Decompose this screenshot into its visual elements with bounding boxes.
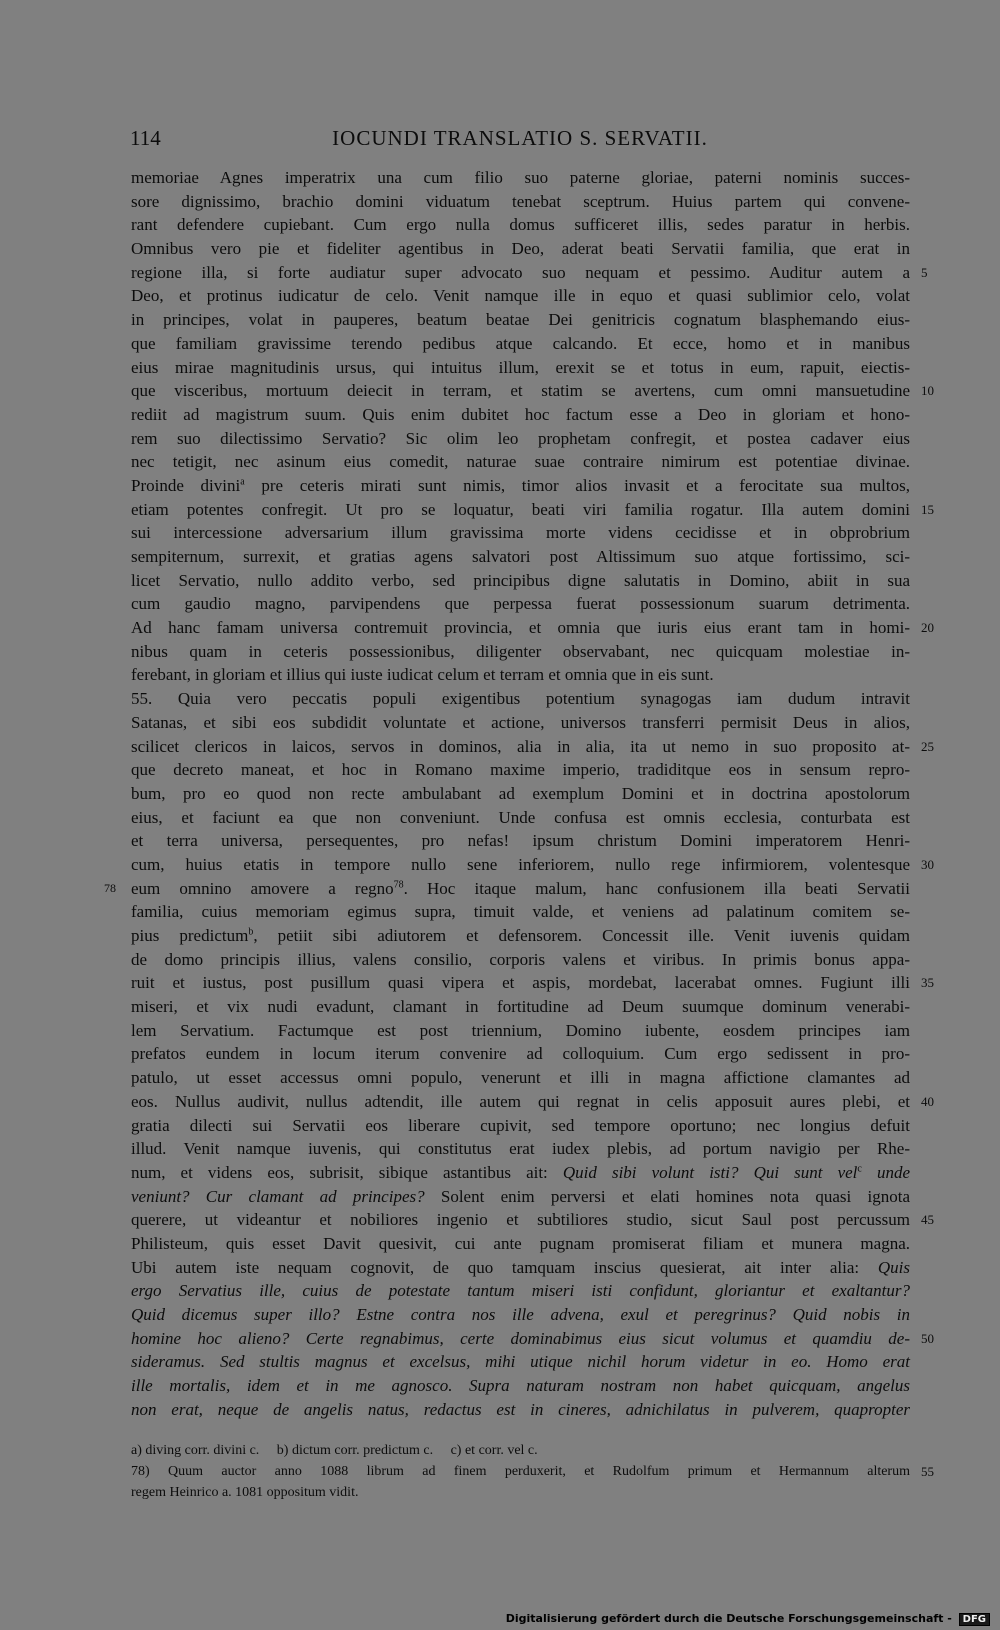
text-segment: 55. Quia vero peccatis populi exigentibus potentium synagogas iam dudum intravit — [131, 689, 910, 709]
text-line — [131, 711, 910, 735]
text-line — [131, 687, 910, 711]
italic-text: ille mortalis, idem et in me agnosco. Supra naturam nostram non habet quicquam, angelus — [131, 1376, 910, 1396]
text-line — [131, 427, 910, 451]
line-number: 30 — [921, 856, 934, 872]
line-number: 35 — [921, 975, 934, 991]
text-segment: gratia dilecti sui Servatii eos liberare cupivit, sed tempore oportuno; nec longius defuit — [131, 1115, 910, 1135]
text-line — [131, 284, 910, 308]
dfg-logo: DFG — [959, 1613, 990, 1626]
text-segment: in principes, volat in pauperes, beatum beatae Dei genitricis cognatum blasphemando eius- — [131, 310, 910, 330]
italic-text: Quis — [877, 1257, 910, 1277]
line-number: 25 — [921, 738, 934, 754]
text-segment: Deo, et protinus iudicatur de celo. Venit namque ille in equo et quasi sublimior celo, volat — [131, 286, 910, 306]
text-segment: que decreto maneat, et hoc in Romano maxime imperio, tradiditque eos in sensum repro- — [131, 760, 910, 780]
text-segment: ruit et iustus, post pusillum quasi vipera et aspis, mordebat, lacerabat omnes. Fugiunt illi — [131, 973, 910, 993]
italic-text: non erat, neque de angelis natus, redactus est in cineres, adnichilatus in pulverem, quapropter — [131, 1399, 910, 1419]
text-segment: . Hoc itaque malum, hanc confusionem illa beati Servatii — [403, 878, 910, 898]
text-segment: num, et videns eos, subrisit, sibique astantibus ait: — [131, 1162, 563, 1182]
text-line — [131, 521, 910, 545]
text-line — [131, 971, 934, 995]
digitization-credit — [506, 1612, 990, 1626]
text-segment: etiam potentes confregit. Ut pro se loquatur, beati viri familia rogatur. Illa autem domini — [131, 499, 910, 519]
text-line — [131, 1279, 910, 1303]
text-line — [131, 806, 910, 830]
text-segment: scilicet clericos in laicos, servos in dominos, alia in alia, ita ut nemo in suo proposito at- — [131, 736, 910, 756]
text-segment: pre ceteris mirati sunt nimis, timor alios invasit et a ferocitate sua multos, — [244, 475, 910, 495]
text-line — [131, 758, 910, 782]
text-segment: ferebant, in gloriam et illius qui iuste iudicat celum et terram et omnia que in eis sunt. — [131, 665, 714, 685]
text-line — [131, 782, 910, 806]
text-segment: sore dignissimo, brachio domini viduatum tenebat sceptrum. Huius partem qui convene- — [131, 191, 910, 211]
text-segment: sui intercessione adversarium illum gravissima morte videns cecidisse et in obprobrium — [131, 523, 910, 543]
margin-note-number: 78 — [104, 880, 116, 895]
text-line — [131, 1350, 910, 1374]
text-line — [131, 1137, 910, 1161]
text-segment: regione illa, si forte audiatur super advocato suo nequam et pessimo. Auditur autem a — [131, 262, 910, 282]
text-line — [131, 1327, 934, 1351]
text-segment: nibus quam in ceteris possessionibus, diligenter observabant, nec quicquam molestiae in- — [131, 641, 910, 661]
running-title: IOCUNDI TRANSLATIO S. SERVATII. — [332, 126, 708, 150]
text-segment: licet Servatio, nullo addito verbo, sed principibus digne salutatis in Domino, abiit in sua — [131, 570, 910, 590]
text-segment: lem Servatium. Factumque est post triennium, Domino iubente, eosdem principes iam — [131, 1020, 910, 1040]
text-line — [104, 877, 910, 901]
footnotes — [131, 1440, 934, 1503]
text-line — [131, 166, 910, 190]
text-line — [131, 450, 910, 474]
text-line — [131, 640, 910, 664]
line-number: 50 — [921, 1330, 934, 1346]
text-line — [131, 592, 910, 616]
text-line — [131, 474, 910, 498]
text-segment: querere, ut videantur et nobiliores ingenio et subtiliores studio, sicut Saul post percussum — [131, 1210, 910, 1230]
text-segment: miseri, et vix nudi evadunt, clamant in fortitudine ad Deum suumque dominum venerabi- — [131, 997, 910, 1017]
text-line — [131, 616, 934, 640]
text-line — [131, 1066, 910, 1090]
text-segment: sempiternum, surrexit, et gratias agens salvatori post Altissimum suo atque fortissimo, sci- — [131, 547, 910, 566]
text-line — [131, 900, 910, 924]
italic-text: Quid dicemus super illo? Estne contra nos ille advena, exul et peregrinus? Quid nobis in — [131, 1305, 910, 1324]
italic-text: unde — [861, 1162, 910, 1182]
italic-text: veniunt? Cur clamant ad principes? — [131, 1186, 425, 1206]
line-number: 20 — [921, 620, 934, 636]
text-line — [131, 403, 910, 427]
text-segment: que familiam gravissime terendo pedibus atque calcando. Et ecce, homo et in manibus — [131, 333, 910, 353]
text-line — [131, 853, 934, 877]
footnote-marker: a — [240, 476, 245, 488]
text-segment: Omnibus vero pie et fideliter agentibus in Deo, aderat beati Servatii familia, que erat in — [131, 239, 910, 259]
text-line — [131, 1185, 910, 1209]
text-segment: cum gaudio magno, parvipendens que perpessa fuerat possessionum suarum detrimenta. — [131, 594, 910, 614]
text-line — [131, 261, 928, 285]
text-segment: et terra universa, persequentes, pro nefas! ipsum christum Domini imperatorem Henri- — [131, 831, 910, 851]
footnote-78-line-1 — [131, 1461, 934, 1482]
text-line — [131, 1161, 910, 1185]
text-segment: memoriae Agnes imperatrix una cum filio suo paterne gloriae, paterni nominis succes- — [131, 168, 910, 187]
text-segment: rediit ad magistrum suum. Quis enim dubitet hoc factum esse a Deo in gloriam et hono- — [131, 404, 910, 424]
text-line — [131, 356, 910, 380]
text-line — [131, 735, 934, 759]
text-line — [131, 1232, 910, 1256]
italic-text: homine hoc alieno? Certe regnabimus, certe dominabimus eius sicut volumus et quamdiu de- — [131, 1328, 910, 1348]
text-segment: illud. Venit namque iuvenis, qui constitutus erat iudex plebis, ad portum navigio per Rhe- — [131, 1139, 910, 1159]
body-text — [104, 166, 934, 1421]
text-segment: Ad hanc famam universa contremuit provincia, et omnia que iuris eius erant tam in homi- — [131, 618, 910, 638]
text-line — [131, 924, 910, 948]
credit-text: Digitalisierung gefördert durch die Deutsche Forschungsgemeinschaft - — [505, 1612, 952, 1625]
text-line — [131, 829, 910, 853]
text-segment: bum, pro eo quod non recte ambulabant ad exemplum Domini et in doctrina apostolorum — [131, 783, 910, 803]
line-number: 45 — [921, 1212, 934, 1228]
text-segment: Philisteum, quis esset Davit quesivit, cui ante pugnam promiserat filiam et munera magna. — [131, 1233, 910, 1253]
text-segment: prefatos eundem in locum iterum convenire ad colloquium. Cum ergo sedissent in pro- — [131, 1044, 910, 1064]
text-line — [131, 190, 910, 214]
variant-notes: a) diving corr. divini c. b) dictum corr. predictum c. c) et corr. vel c. — [131, 1443, 538, 1458]
text-segment: familia, cuius memoriam egimus supra, timuit valde, et veniens ad palatinum comitem se- — [131, 902, 910, 922]
line-number: 40 — [921, 1093, 934, 1109]
text-segment: eius, et faciunt ea que non conveniunt. Unde confusa est omnis ecclesia, conturbata est — [131, 807, 910, 827]
text-segment: , petiit sibi adiutorem et defensorem. Concessit ille. Venit iuvenis quidam — [253, 926, 910, 945]
text-line — [131, 1019, 910, 1043]
text-segment: rant defendere cupiebant. Cum ergo nulla domus sufficeret illis, sedes paratur in herbis. — [131, 215, 910, 235]
text-line — [131, 379, 934, 403]
text-segment: de domo principis illius, valens consilio, corporis valens et viribus. In primis bonus appa- — [131, 949, 910, 969]
text-line — [131, 1114, 910, 1138]
text-line — [131, 1256, 910, 1280]
page-header — [130, 126, 910, 156]
line-number: 55 — [921, 1464, 934, 1479]
footnote-text: 78) Quum auctor anno 1088 librum ad finem perduxerit, et Rudolfum primum et Hermannum alterum — [131, 1464, 910, 1479]
text-line — [131, 663, 910, 687]
line-number: 5 — [921, 264, 928, 280]
footnote-marker: 78 — [393, 878, 404, 890]
text-line — [131, 545, 910, 569]
text-line — [131, 1208, 934, 1232]
text-line — [131, 237, 910, 261]
text-segment: Proinde divini — [131, 475, 241, 495]
text-segment: eum omnino amovere a regno — [131, 878, 394, 898]
italic-text: sideramus. Sed stultis magnus et excelsus, mihi utique nichil horum videtur in eo. Homo erat — [131, 1352, 910, 1372]
text-segment: patulo, ut esset accessus omni populo, venerunt et illi in magna affictione clamantes ad — [131, 1068, 910, 1088]
text-segment: rem suo dilectissimo Servatio? Sic olim leo prophetam confregit, et postea cadaver eius — [131, 428, 910, 448]
text-segment: eos. Nullus audivit, nullus adtendit, ille autem qui regnat in celis apposuit aures plebi, et — [131, 1091, 910, 1111]
italic-text: Quid sibi volunt isti? Qui sunt vel — [562, 1162, 858, 1182]
footnote-78-line-2: regem Heinrico a. 1081 oppositum vidit. — [131, 1485, 359, 1500]
text-line — [131, 1303, 910, 1327]
text-segment: que visceribus, mortuum deiecit in terram, et statim se avertens, cum omni mansuetudine — [131, 381, 910, 401]
text-line — [131, 308, 910, 332]
text-segment: Ubi autem iste nequam cognovit, de quo tamquam inscius quesierat, ait inter alia: — [131, 1257, 878, 1277]
text-segment: Solent enim perversi et elati homines nota quasi ignota — [424, 1186, 910, 1206]
text-line — [131, 213, 910, 237]
line-number: 10 — [921, 383, 934, 399]
text-line — [131, 1398, 910, 1422]
text-line — [131, 1042, 910, 1066]
text-segment: Satanas, et sibi eos subdidit voluntate et actione, universos transferri permisit Deus in alios, — [131, 712, 910, 732]
footnote-marker: c — [857, 1163, 862, 1175]
text-line — [131, 332, 910, 356]
text-line — [131, 569, 910, 593]
footnote-marker: b — [248, 926, 254, 938]
text-line — [131, 1374, 910, 1398]
text-segment: nec tetigit, nec asinum eius comedit, naturae suae contraire nimirum est potentiae divinae. — [131, 452, 910, 472]
text-line — [131, 995, 910, 1019]
text-line — [131, 1090, 934, 1114]
text-segment: pius predictum — [131, 926, 249, 945]
text-line — [131, 498, 934, 522]
italic-text: ergo Servatius ille, cuius de potestate tantum miseri isti confidunt, gloriantur et exaltantur? — [131, 1281, 910, 1301]
line-number: 15 — [921, 501, 934, 517]
text-segment: cum, huius etatis in tempore nullo sene inferiorem, nullo rege infirmiorem, volentesque — [131, 854, 910, 874]
page-number: 114 — [130, 126, 161, 150]
text-line — [131, 948, 910, 972]
text-segment: eius mirae magnitudinis ursus, qui intuitus illum, erexit se et totus in eum, rapuit, eiectis- — [131, 357, 910, 377]
